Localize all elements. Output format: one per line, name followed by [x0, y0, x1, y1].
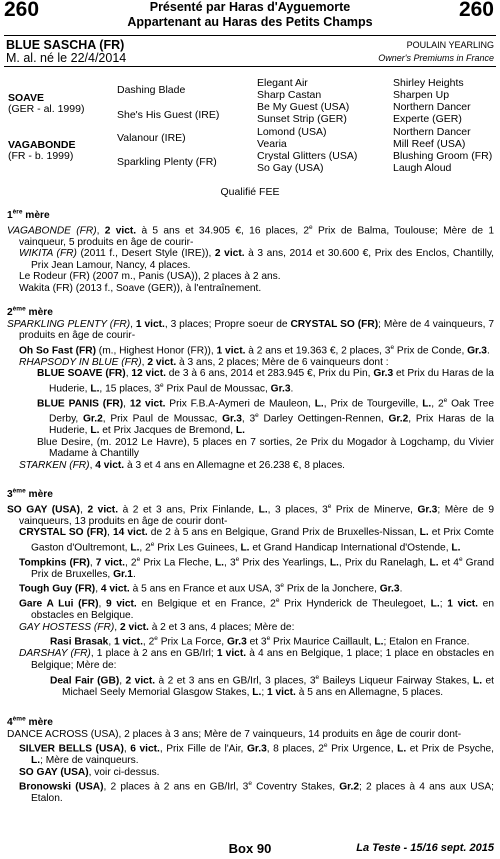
first-dam-text: VAGABONDE (FR), 2 vict. à 5 ans et 34.905 €, 16 places, 2e Prix de Balma, Toulouse; Mère de 1 vainqueur, 5 produits en âge de courir- [7, 223, 494, 248]
third-dam-section [7, 489, 494, 698]
produce-le-rodeur: Le Rodeur (FR) (2007 m., Panis (USA)), 2 places à 2 ans. [19, 271, 281, 283]
produce-wikita: WIKITA (FR) (2011 f., Desert Style (IRE)), 2 vict. à 3 ans, 2014 et 30.600 €, Prix des Enclos, Chantilly, Prix Jean Lamour, Nancy, 4 places. [19, 248, 495, 271]
section-heading: 3ème mère [7, 487, 53, 500]
fourth-dam-section [7, 717, 494, 805]
pedigree-gen3-2: Sharp Castan [257, 89, 322, 101]
produce-blue-soave: BLUE SOAVE (FR), 12 vict. de 3 à 6 ans, 2014 et 283.945 €, Prix du Pin, Gr.3 et Prix du Haras de la Huderie, L., 15 places, 3e Prix Paul de Moussac, Gr.3. [37, 368, 494, 395]
section-heading: 4ème mère [7, 715, 53, 728]
produce-gare-a-lui: Gare A Lui (FR), 9 vict. en Belgique et en France, 2e Prix Hynderick de Theulegoet, L.; 1 vict. en obstacles en Belgique. [19, 597, 494, 622]
second-dam-section [7, 307, 494, 471]
pedigree-gen2-2: She's His Guest (IRE) [117, 109, 220, 121]
fourth-dam-text: DANCE ACROSS (USA), 2 places à 3 ans; Mère de 7 vainqueurs, 14 produits en âge de courir dont- [7, 728, 462, 740]
produce-rhapsody: RHAPSODY IN BLUE (FR), 2 vict. à 3 ans, 2 places; Mère de 6 vainqueurs dont : [19, 356, 389, 368]
pedigree-gen4-3: Northern Dancer [393, 101, 471, 113]
produce-oh-so-fast: Oh So Fast (FR) (m., Highest Honor (FR)), 1 vict. à 2 ans et 19.363 €, 2 places, 3e Prix de Conde, Gr.3. [19, 343, 490, 357]
dam-name: VAGABONDE [8, 139, 76, 151]
presented-by: Présenté par Haras d'Ayguemorte [149, 0, 351, 14]
third-dam-text: SO GAY (USA), 2 vict. à 2 et 3 ans, Prix Finlande, L., 3 places, 3e Prix de Minerve, Gr.3; Mère de 9 vainqueurs, 13 produits en âge de courir dont- [7, 502, 494, 527]
pedigree-gen2-3: Valanour (IRE) [117, 132, 186, 144]
owner-line: Appartenant au Haras des Petits Champs [127, 15, 373, 29]
dam-origin: (FR - b. 1999) [8, 150, 74, 162]
produce-deal-fair: Deal Fair (GB), 2 vict. à 2 et 3 ans en GB/Irl, 3 places, 3e Baileys Liqueur Fairway Stakes, L. et Michael Seely Memorial Glasgow Stakes, L.; 1 vict. à 5 ans en Allemagne, 5 places. [50, 673, 494, 698]
pedigree-gen4-6: Mill Reef (USA) [393, 138, 466, 150]
pedigree-gen4-4: Experte (GER) [393, 113, 462, 125]
qualification: Qualifié FEE [220, 186, 280, 198]
pedigree-gen3-3: Be My Guest (USA) [257, 101, 350, 113]
pedigree-gen2-1: Dashing Blade [117, 84, 186, 96]
pedigree-gen3-6: Vearia [257, 138, 287, 150]
pedigree-gen4-8: Laugh Aloud [393, 162, 452, 174]
produce-bronowski: Bronowski (USA), 2 places à 2 ans en GB/Irl, 3e Coventry Stakes, Gr.2; 2 places à 4 ans aux USA; Etalon. [19, 780, 495, 805]
produce-wakita: Wakita (FR) (2013 f., Soave (GER)), à l'entraînement. [19, 282, 262, 294]
pedigree-gen4-1: Shirley Heights [393, 77, 464, 89]
horse-category: POULAIN YEARLING [406, 40, 494, 50]
produce-darshay: DARSHAY (FR), 1 place à 2 ans en GB/Irl; 1 vict. à 4 ans en Belgique, 1 place; 1 place en obstacles en Belgique; Mère de: [19, 648, 494, 672]
section-heading: 2ème mère [7, 305, 53, 318]
produce-gay-hostess: GAY HOSTESS (FR), 2 vict. à 2 et 3 ans, 4 places; Mère de: [19, 621, 295, 633]
pedigree-gen4-2: Sharpen Up [393, 89, 450, 101]
horse-birth: M. al. né le 22/4/2014 [6, 51, 127, 65]
pedigree-gen3-5: Lomond (USA) [257, 126, 327, 138]
pedigree-gen4-7: Blushing Groom (FR) [393, 150, 493, 162]
produce-tompkins: Tompkins (FR), 7 vict., 2e Prix La Fleche, L., 3e Prix des Yearlings, L., Prix du Ranelagh, L. et 4e Grand Prix de Bruxelles, Gr.1. [19, 555, 494, 580]
lot-number-right: 260 [458, 0, 494, 21]
sire-name: SOAVE [8, 92, 44, 104]
header-rule [4, 35, 496, 36]
box-number: Box 90 [228, 841, 272, 856]
produce-starken: STARKEN (FR), 4 vict. à 3 et 4 ans en Allemagne et 26.238 €, 8 places. [19, 459, 346, 471]
pedigree-gen3-1: Elegant Air [257, 77, 308, 89]
produce-tough-guy: Tough Guy (FR), 4 vict. à 5 ans en France et aux USA, 3e Prix de la Jonchere, Gr.3. [19, 582, 403, 595]
produce-so-gay: SO GAY (USA), voir ci-dessus. [19, 766, 160, 778]
pedigree-gen3-4: Sunset Strip (GER) [257, 113, 347, 125]
produce-rasi-brasak: Rasi Brasak, 1 vict., 2e Prix La Force, Gr.3 et 3e Prix Maurice Caillault, L.; Etalon en France. [50, 635, 470, 648]
produce-crystal-so: CRYSTAL SO (FR), 14 vict. de 2 à 5 ans en Belgique, Grand Prix de Bruxelles-Nissan, L. et Prix Comte Gaston d'Oultremont, L., 2e Prix Les Guinees, L. et Grand Handicap International d'Ostende, L. [19, 527, 494, 554]
first-dam-section [7, 210, 494, 295]
lot-number: 260 [4, 0, 40, 21]
pedigree-gen4-5: Northern Dancer [393, 126, 471, 138]
section-heading: 1ère mère [7, 208, 50, 221]
pedigree-gen3-7: Crystal Glitters (USA) [257, 150, 358, 162]
sire-origin: (GER - al. 1999) [8, 103, 85, 115]
owner-premium: Owner's Premiums in France [378, 53, 494, 63]
produce-silver-bells: SILVER BELLS (USA), 6 vict., Prix Fille de l'Air, Gr.3, 8 places, 2e Prix Urgence, L. et Prix de Psyche, L.; Mère de vainqueurs. [19, 742, 494, 767]
second-dam-text: SPARKLING PLENTY (FR), 1 vict., 3 places; Propre soeur de CRYSTAL SO (FR); Mère de 4 vainqueurs, 7 produits en âge de courir- [7, 318, 494, 342]
horse-name: BLUE SASCHA (FR) [6, 38, 125, 52]
pedigree-gen3-8: So Gay (USA) [257, 162, 324, 174]
produce-blue-panis: BLUE PANIS (FR), 12 vict. Prix F.B.A-Aymeri de Mauleon, L., Prix de Tourgeville, L., 2e Oak Tree Derby, Gr.2, Prix Paul de Moussac, Gr.3, 3e Darley Oettingen-Rennen, Gr.2, Prix Haras de la Huderie, L. et Prix Jacques de Bremond, L. [37, 396, 494, 436]
pedigree-gen2-4: Sparkling Plenty (FR) [117, 156, 217, 168]
pedigree-rule [4, 66, 496, 67]
sale-event: La Teste - 15/16 sept. 2015 [356, 842, 494, 854]
produce-blue-desire: Blue Desire, (m. 2012 Le Havre), 5 places en 7 sorties, 2e Prix du Mogador à Logchamp, du Vivier Madame à Chantilly [37, 436, 494, 460]
